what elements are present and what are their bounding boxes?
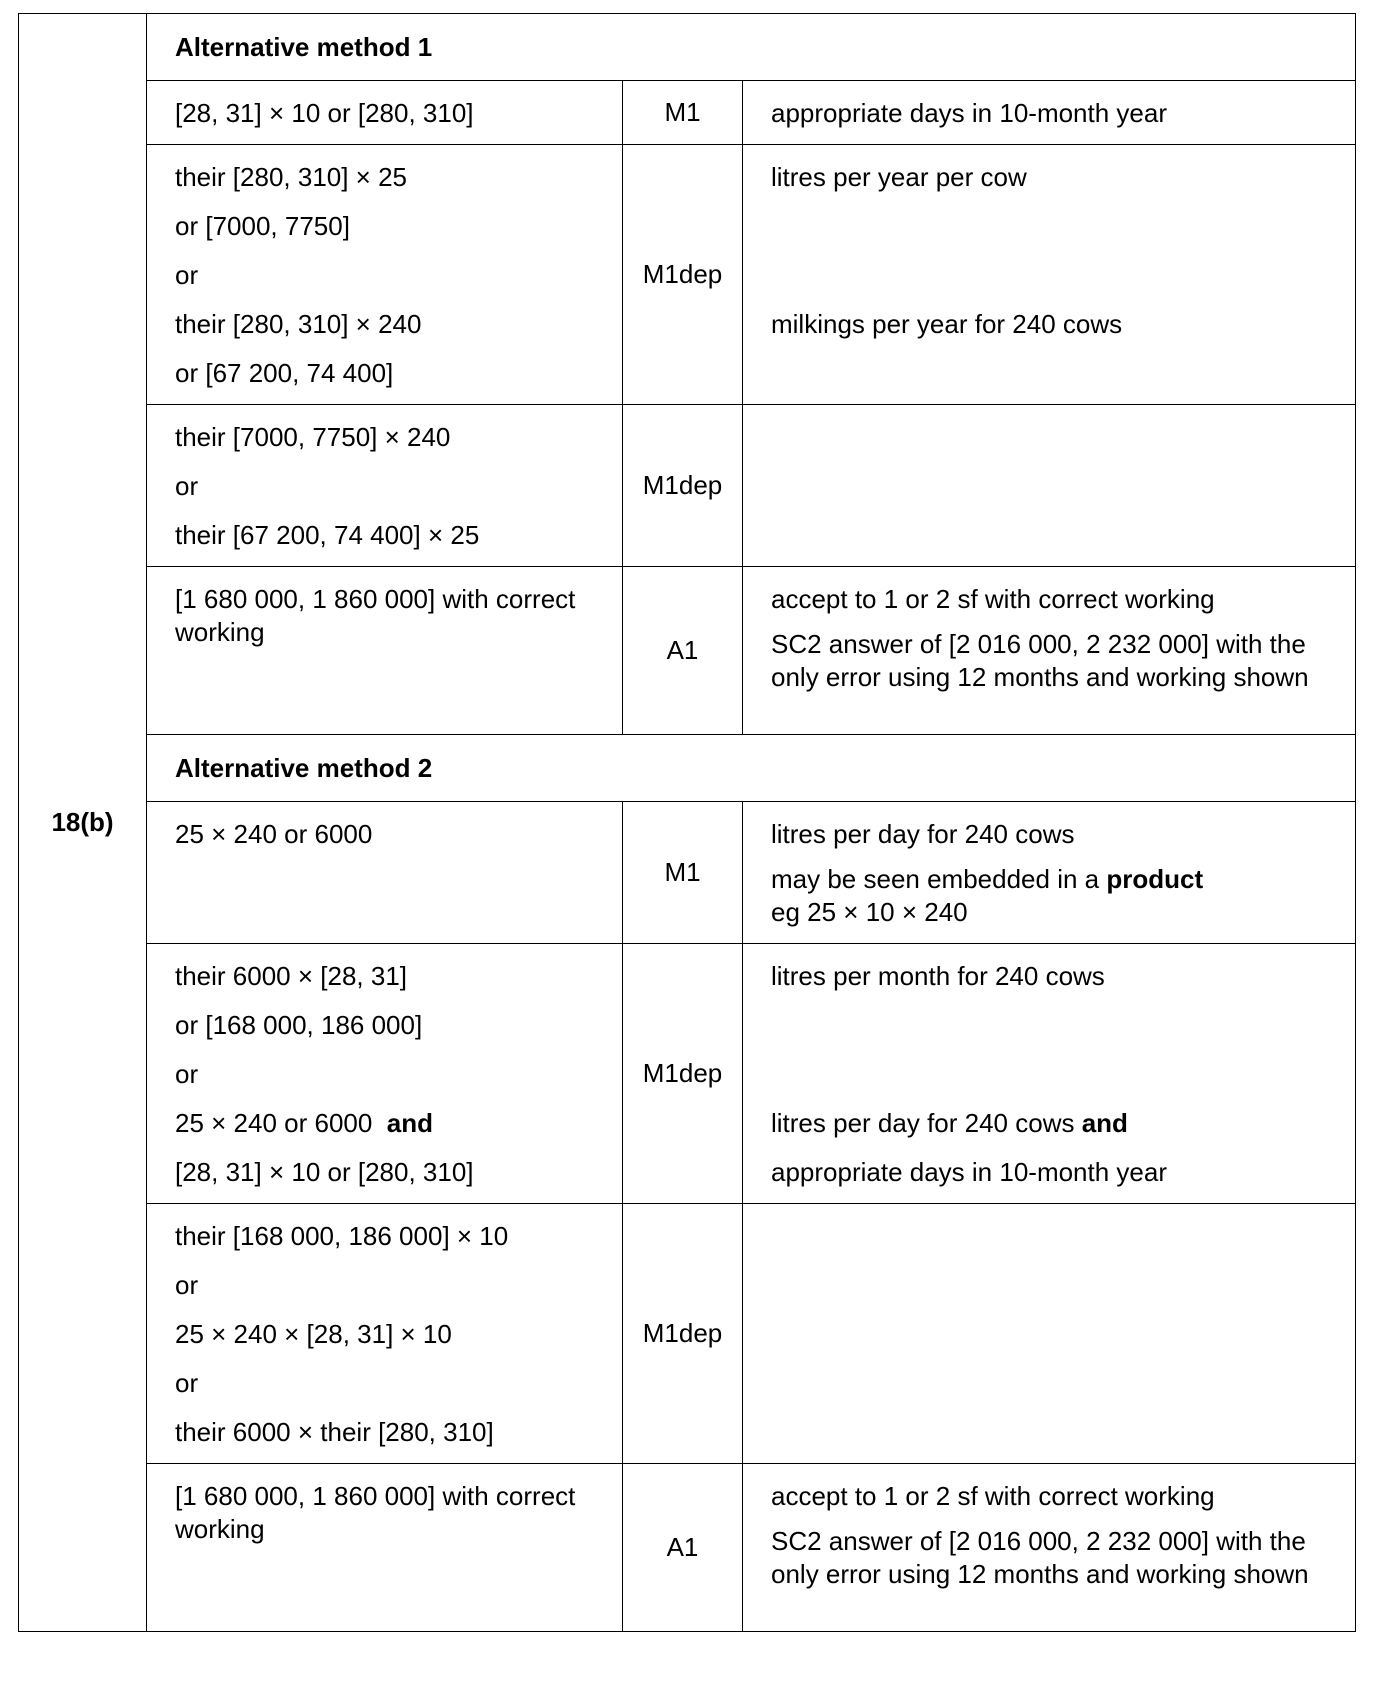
mark-cell: M1 (623, 81, 743, 145)
answer-cell (147, 145, 623, 405)
answer-cell (147, 1464, 623, 1632)
comment-line: litres per day for 240 cows (771, 819, 1075, 849)
question-number: 18(b) (19, 14, 147, 1632)
comment-line (771, 863, 1343, 896)
method-heading-2: Alternative method 2 (147, 735, 1356, 802)
answer-line: or (175, 1270, 199, 1300)
answer-line: or (175, 471, 199, 501)
comment-cell (743, 944, 1356, 1204)
answer-line: their [67 200, 74 400] × 25 (175, 520, 480, 550)
mark-cell: M1dep (623, 405, 743, 567)
comment-cell (743, 405, 1356, 567)
comment-text: litres per day for 240 cows (771, 1108, 1075, 1138)
comment-line: litres per year per cow (771, 162, 1027, 192)
comment-line: appropriate days in 10-month year (771, 1157, 1168, 1187)
answer-line: their [280, 310] × 240 (175, 309, 422, 339)
answer-line: 25 × 240 or 6000 (175, 819, 373, 849)
answer-emphasis: and (386, 1108, 434, 1138)
answer-line: their 6000 × their [280, 310] (175, 1417, 494, 1447)
mark-cell: M1 (623, 802, 743, 944)
answer-cell (147, 1204, 623, 1464)
comment-emphasis: product (1106, 864, 1204, 894)
answer-line: or [67 200, 74 400] (175, 358, 394, 388)
mark-cell: A1 (623, 567, 743, 735)
answer-line: [28, 31] × 10 or [280, 310] (175, 98, 474, 128)
mark-cell: M1dep (623, 1204, 743, 1464)
answer-line: their [7000, 7750] × 240 (175, 422, 451, 452)
answer-line: their [280, 310] × 25 (175, 162, 408, 192)
mark-cell: M1dep (623, 944, 743, 1204)
comment-emphasis: and (1081, 1108, 1128, 1138)
answer-line: or (175, 260, 199, 290)
comment-line (771, 1107, 1343, 1140)
answer-line: or (175, 1059, 199, 1089)
answer-line: or [168 000, 186 000] (175, 1010, 423, 1040)
comment-line: milkings per year for 240 cows (771, 309, 1123, 339)
comment-cell (743, 802, 1356, 944)
answer-line: [1 680 000, 1 860 000] with correct working (175, 584, 576, 647)
answer-line: [1 680 000, 1 860 000] with correct working (175, 1481, 576, 1544)
comment-line: appropriate days in 10-month year (771, 98, 1168, 128)
answer-line (175, 1107, 606, 1140)
answer-line: their [168 000, 186 000] × 10 (175, 1221, 509, 1251)
mark-scheme-table (18, 13, 1356, 1632)
answer-line: 25 × 240 × [28, 31] × 10 (175, 1319, 452, 1349)
comment-cell (743, 145, 1356, 405)
comment-line: SC2 answer of [2 016 000, 2 232 000] with the only error using 12 months and working shown (771, 629, 1309, 692)
mark-cell: A1 (623, 1464, 743, 1632)
comment-line: SC2 answer of [2 016 000, 2 232 000] with the only error using 12 months and working shown (771, 1526, 1309, 1589)
answer-cell (147, 405, 623, 567)
comment-cell (743, 81, 1356, 145)
comment-line: accept to 1 or 2 sf with correct working (771, 1481, 1215, 1511)
comment-text: may be seen embedded in a (771, 864, 1100, 894)
comment-cell (743, 567, 1356, 735)
comment-cell (743, 1204, 1356, 1464)
method-heading-1: Alternative method 1 (147, 14, 1356, 81)
answer-line: or (175, 1368, 199, 1398)
comment-cell (743, 1464, 1356, 1632)
comment-line: eg 25 × 10 × 240 (771, 897, 968, 927)
answer-line: [28, 31] × 10 or [280, 310] (175, 1157, 474, 1187)
answer-cell (147, 802, 623, 944)
comment-line: accept to 1 or 2 sf with correct working (771, 584, 1215, 614)
comment-line: litres per month for 240 cows (771, 961, 1105, 991)
answer-cell (147, 567, 623, 735)
answer-cell (147, 81, 623, 145)
answer-line: or [7000, 7750] (175, 211, 350, 241)
mark-cell: M1dep (623, 145, 743, 405)
answer-text: 25 × 240 or 6000 (175, 1108, 373, 1138)
answer-line: their 6000 × [28, 31] (175, 961, 408, 991)
answer-cell (147, 944, 623, 1204)
